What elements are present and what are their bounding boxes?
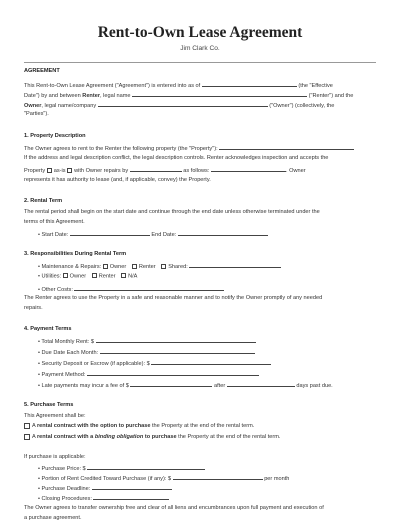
start-date-field[interactable] — [70, 230, 150, 236]
payment-method-line: • Payment Method: — [38, 370, 259, 379]
utilities-na-checkbox[interactable] — [121, 273, 126, 278]
purchase-deadline-field[interactable] — [92, 484, 172, 490]
late-fee-line: • Late payments may incur a fee of $ after days past due. — [38, 383, 333, 389]
monthly-rent-line: • Total Monthly Rent: $ — [38, 337, 256, 346]
as-is-checkbox[interactable] — [47, 168, 52, 173]
late-fee-days-field[interactable] — [227, 381, 295, 387]
obligation-to-purchase-checkbox[interactable] — [24, 434, 30, 440]
utilities-owner-checkbox[interactable] — [63, 273, 68, 278]
section-3-heading: 3. Responsibilities During Rental Term — [24, 251, 127, 257]
term-dates-line: • Start Date: End Date: — [38, 230, 268, 239]
maintenance-owner-checkbox[interactable] — [103, 264, 108, 269]
agreement-line-1: This Rent-to-Own Lease Agreement ("Agreement") is entered into as of (the "Effective — [24, 83, 333, 89]
due-date-line: • Due Date Each Month: — [38, 348, 255, 357]
document-title: Rent-to-Own Lease Agreement — [97, 24, 303, 41]
agreement-line-3: Owner, legal name/company ("Owner") (collectively, the — [24, 103, 335, 109]
purchase-deadline-line: • Purchase Deadline: — [38, 484, 172, 493]
header-divider — [24, 62, 376, 63]
other-costs-field[interactable] — [74, 285, 224, 291]
responsibilities-line-2: repairs. — [24, 305, 43, 311]
owner-repairs-checkbox[interactable] — [67, 168, 72, 173]
section-2-heading: 2. Rental Term — [24, 198, 63, 204]
option-to-purchase-checkbox[interactable] — [24, 423, 30, 429]
effective-date-field[interactable] — [202, 81, 297, 87]
rental-term-line-1: The rental period shall begin on the start date and continue through the end date unless otherwise terminated under the — [24, 209, 320, 215]
utilities-line: • Utilities: Owner Renter N/A — [38, 273, 138, 280]
repairs-details-field[interactable] — [211, 166, 286, 172]
agreement-line-4: "Parties"). — [24, 111, 49, 117]
maintenance-line: • Maintenance & Repairs: Owner Renter Shared: — [38, 262, 281, 271]
agreement-line-2: Date") by and between Renter, legal name ("Renter") and the — [24, 93, 354, 99]
property-line-3: Property as-is with Owner repairs by as follows: . Owner — [24, 168, 306, 174]
obligation-to-purchase-label: A rental contract with a binding obligation to purchase the Property at the end of the rental term. — [32, 434, 281, 440]
other-costs-line: • Other Costs: — [38, 285, 224, 294]
purchase-price-field[interactable] — [87, 464, 205, 470]
property-description-field[interactable] — [219, 144, 354, 150]
late-fee-amount-field[interactable] — [130, 381, 212, 387]
monthly-rent-field[interactable] — [96, 337, 256, 343]
maintenance-renter-checkbox[interactable] — [132, 264, 137, 269]
agreement-heading: AGREEMENT — [24, 68, 60, 74]
maintenance-shared-checkbox[interactable] — [161, 264, 166, 269]
deposit-line: • Security Deposit or Escrow (if applicable): $ — [38, 359, 271, 368]
purchase-price-line: • Purchase Price: $ — [38, 464, 205, 473]
transfer-line-2: a purchase agreement. — [24, 515, 82, 521]
company-name: Jim Clark Co. — [180, 45, 220, 52]
payment-method-field[interactable] — [87, 370, 259, 376]
closing-procedures-field[interactable] — [93, 494, 169, 500]
section-4-heading: 4. Payment Terms — [24, 326, 72, 332]
rent-credit-line: • Portion of Rent Credited Toward Purchase (if any): $ per month — [38, 476, 290, 482]
option-to-purchase-label: A rental contract with the option to purchase the Property at the end of the rental term. — [32, 423, 255, 429]
if-purchase-applicable: If purchase is applicable: — [24, 454, 86, 460]
deposit-field[interactable] — [151, 359, 271, 365]
responsibilities-line-1: The Renter agrees to use the Property in a safe and reasonable manner and to notify the Owner promptly of any needed — [24, 295, 323, 301]
end-date-field[interactable] — [178, 230, 268, 236]
due-date-field[interactable] — [100, 348, 255, 354]
section-1-heading: 1. Property Description — [24, 133, 86, 139]
utilities-renter-checkbox[interactable] — [92, 273, 97, 278]
repairs-date-field[interactable] — [130, 166, 182, 172]
property-line-2: If the address and legal description conflict, the legal description controls. Renter acknowledges inspection and accepts the — [24, 155, 329, 161]
maintenance-shared-field[interactable] — [189, 262, 281, 268]
property-line-1: The Owner agrees to rent to the Renter the following property (the "Property"): — [24, 144, 354, 153]
transfer-line-1: The Owner agrees to transfer ownership free and clear of all liens and encumbrances upon full payment and execution of — [24, 505, 324, 511]
rent-credit-field[interactable] — [173, 474, 263, 480]
purchase-intro: This Agreement shall be: — [24, 413, 86, 419]
rental-term-line-2: terms of this Agreement. — [24, 219, 85, 225]
closing-procedures-line: • Closing Procedures: — [38, 494, 169, 503]
owner-name-field[interactable] — [98, 101, 268, 107]
section-5-heading: 5. Purchase Terms — [24, 402, 74, 408]
renter-name-field[interactable] — [132, 91, 307, 97]
property-line-4: represents it has authority to lease (and, if applicable, convey) the Property. — [24, 177, 211, 183]
